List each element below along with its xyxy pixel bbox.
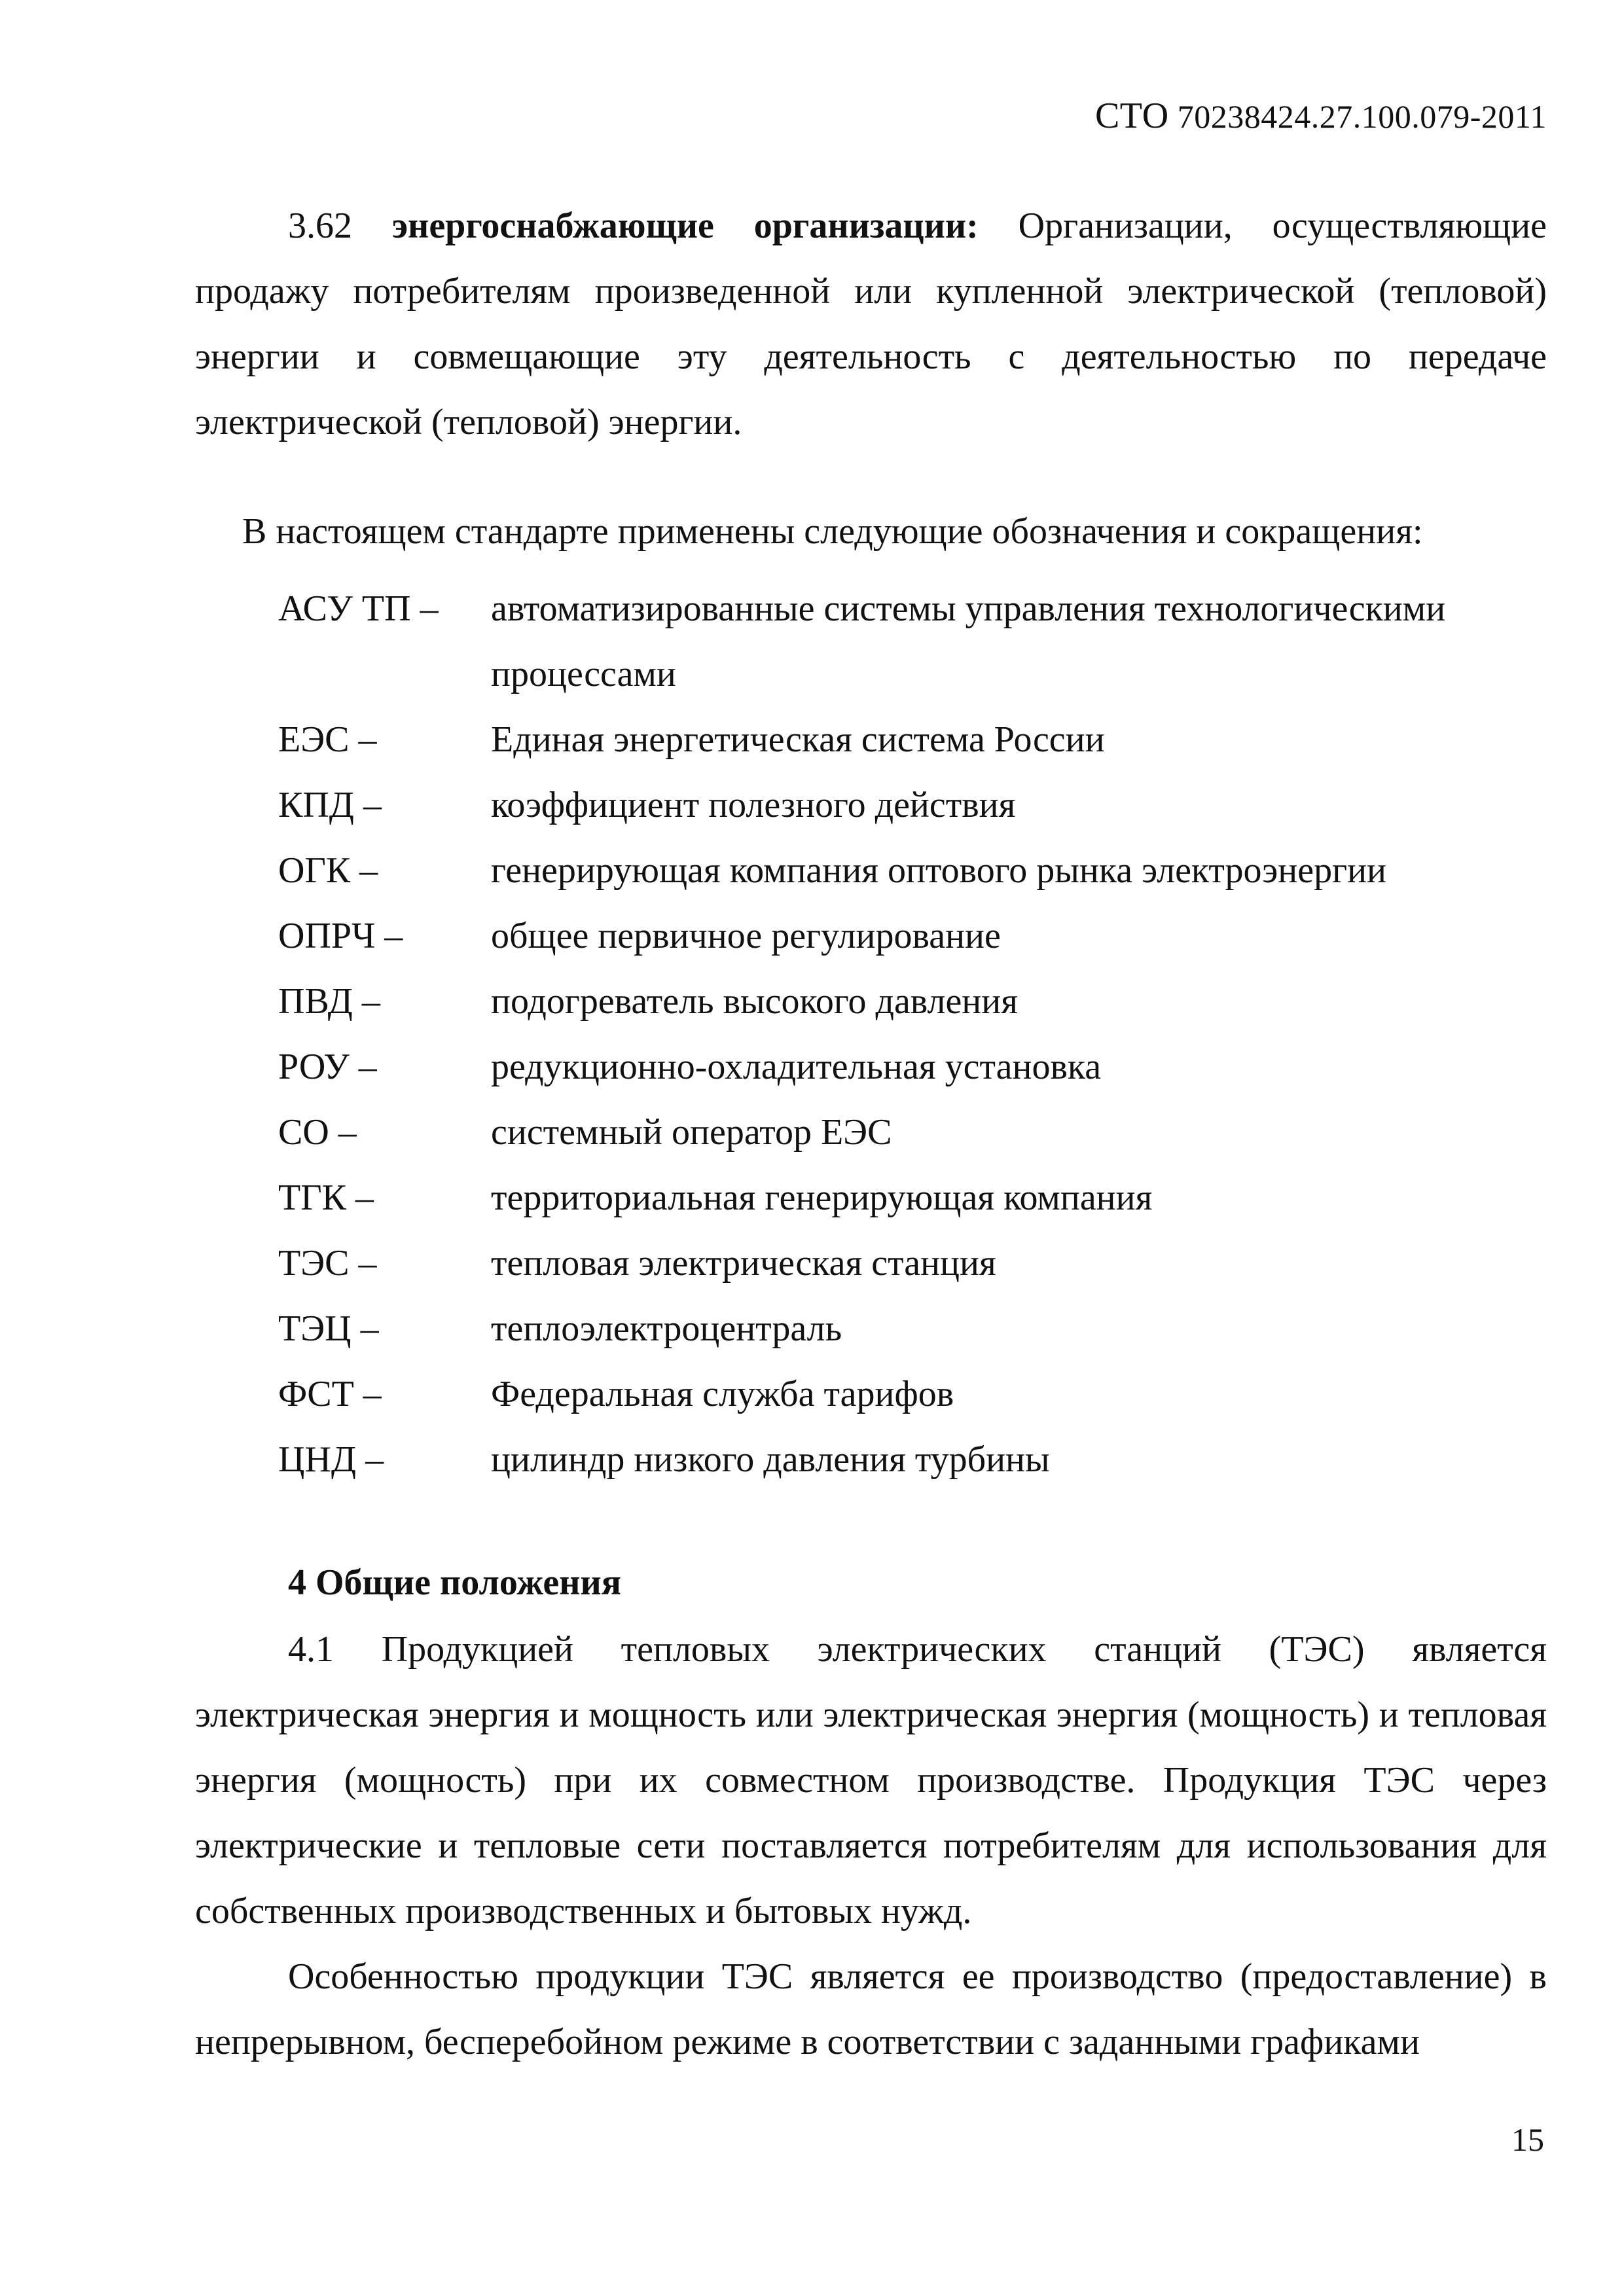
abbreviation-meaning: подогреватель высокого давления — [491, 981, 1018, 1022]
abbreviation-meaning: автоматизированные системы управления технологическими процессами — [491, 588, 1446, 694]
abbreviation-meaning: территориальная генерирующая компания — [491, 1177, 1153, 1218]
abbreviation-code: СО – — [278, 1112, 357, 1153]
document-header — [1095, 95, 1547, 137]
abbreviation-code: АСУ ТП – — [278, 588, 439, 629]
abbreviation-code: ПВД – — [278, 981, 380, 1022]
abbreviation-code: ОГК – — [278, 850, 378, 891]
abbreviation-row — [278, 1427, 1522, 1492]
body-paragraph: 4.1 Продукцией тепловых электрических станций (ТЭС) является электрическая энергия и мощность или электрическая энергия (мощность) и тепловая энергия (мощность) при их совместном производстве. Продукция ТЭС через электрические и тепловые сети поставляется потребителям для использования для собственных производственных и бытовых нужд. — [195, 1629, 1547, 1931]
abbreviation-row — [278, 1230, 1522, 1296]
definition-term: энергоснабжающие организации: — [391, 206, 979, 246]
abbreviation-meaning: редукционно-охладительная установка — [491, 1047, 1102, 1087]
abbreviation-row — [278, 707, 1522, 772]
body-paragraph: Особенностью продукции ТЭС является ее производство (предоставление) в непрерывном, бесперебойном режиме в соответствии с заданными графиками — [195, 1956, 1547, 2062]
standard-prefix: СТО — [1094, 96, 1169, 136]
abbreviation-meaning: генерирующая компания оптового рынка электроэнергии — [491, 850, 1387, 891]
abbreviation-meaning: Федеральная служба тарифов — [491, 1374, 954, 1414]
abbreviation-row — [278, 1361, 1522, 1427]
abbreviation-meaning: тепловая электрическая станция — [491, 1243, 996, 1283]
abbreviation-row — [278, 576, 1522, 707]
abbreviation-code: ЦНД – — [278, 1439, 384, 1480]
abbreviation-row — [278, 1296, 1522, 1361]
definition-paragraph — [195, 193, 1547, 455]
abbreviation-meaning: общее первичное регулирование — [491, 916, 1001, 956]
abbreviation-meaning: Единая энергетическая система России — [491, 719, 1105, 760]
abbreviation-row — [278, 903, 1522, 969]
abbreviation-row — [278, 1165, 1522, 1230]
standard-number: 70238424.27.100.079-2011 — [1177, 98, 1547, 135]
definition-block — [195, 193, 1547, 455]
abbreviation-code: КПД – — [278, 785, 382, 825]
abbreviation-code: ЕЭС – — [278, 719, 377, 760]
abbreviation-code: ФСТ – — [278, 1374, 382, 1414]
definition-text: Организации, осуществляющие продажу потребителям произведенной или купленной электрической (тепловой) энергии и совмещающие эту деятельность с деятельностью по передаче электрической (тепловой) энергии. — [195, 206, 1547, 442]
section-heading: 4 Общие положения — [288, 1562, 622, 1603]
abbreviation-code: ОПРЧ – — [278, 916, 403, 956]
page-number: 15 — [1511, 2121, 1544, 2158]
abbreviation-code: ТГК – — [278, 1177, 374, 1218]
abbreviation-row — [278, 969, 1522, 1034]
abbreviation-row — [278, 1100, 1522, 1165]
abbreviation-meaning: теплоэлектроцентраль — [491, 1308, 842, 1349]
section-body — [195, 1617, 1547, 2075]
abbreviation-row — [278, 1034, 1522, 1100]
definition-number: 3.62 — [288, 206, 352, 246]
abbreviation-code: ТЭС – — [278, 1243, 377, 1283]
abbreviations-intro: В настоящем стандарте применены следующие обозначения и сокращения: — [242, 511, 1423, 552]
abbreviation-code: ТЭЦ – — [278, 1308, 379, 1349]
abbreviation-code: РОУ – — [278, 1047, 377, 1087]
abbreviation-meaning: системный оператор ЕЭС — [491, 1112, 892, 1153]
abbreviation-row — [278, 772, 1522, 838]
abbreviation-meaning: цилиндр низкого давления турбины — [491, 1439, 1050, 1480]
abbreviation-row — [278, 838, 1522, 903]
abbreviation-meaning: коэффициент полезного действия — [491, 785, 1016, 825]
abbreviations-list — [278, 576, 1522, 1492]
